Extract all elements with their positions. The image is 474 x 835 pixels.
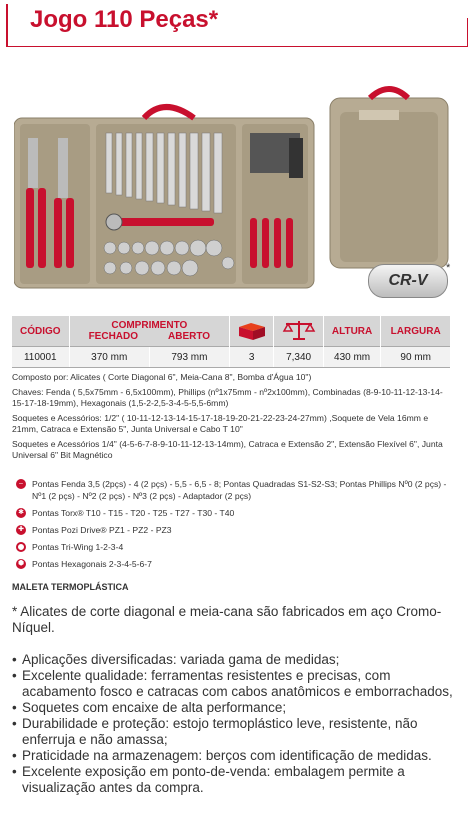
cell-fechado: 370 mm xyxy=(69,347,149,368)
header-comprimento-label: COMPRIMENTO xyxy=(111,320,188,331)
spec-table xyxy=(12,316,450,368)
cell-largura: 90 mm xyxy=(381,347,450,368)
list-item: • Durabilidade e proteção: estojo termoplástico leve, resistente, não enferruja e não amassa; xyxy=(12,716,462,748)
header-largura: LARGURA xyxy=(381,316,450,347)
slot-icon: – xyxy=(16,479,26,489)
title-frame-corner xyxy=(451,18,468,46)
list-item xyxy=(16,478,456,502)
cell-volume: 3 xyxy=(230,347,274,368)
crv-badge: CR-V xyxy=(368,264,448,298)
composition-list xyxy=(12,372,452,465)
tip-text: Pontas Fenda 3,5 (2pçs) - 4 (2 pçs) - 5,5 - 6,5 - 8; Pontas Quadradas S1-S2-S3; Pontas Phillips Nº0 (2 pçs) - Nº1 (2 pçs) - Nº2 (2 pçs) - Nº3 (2 pçs) - Adaptador (2 pçs) xyxy=(32,479,447,501)
header-aberto: ABERTO xyxy=(168,331,211,342)
header-weight-icon xyxy=(274,316,323,347)
cell-aberto: 793 mm xyxy=(149,347,229,368)
header-volume-icon xyxy=(230,316,274,347)
composition-item: Chaves: Fenda ( 5,5x75mm - 6,5x100mm), Phillips (nº1x75mm - nº2x100mm), Combinadas (8-9-10-11-12-13-14-15-17-18-19mm), Hexagonais (1,5-2-2,5-3-4-5-5,5-6mm) xyxy=(12,386,443,408)
list-item xyxy=(16,541,456,553)
maleta-label: MALETA TERMOPLÁSTICA xyxy=(12,582,129,592)
tip-text: Pontas Tri-Wing 1-2-3-4 xyxy=(32,542,124,552)
feature-list xyxy=(12,652,462,796)
pozi-icon: ✚ xyxy=(16,525,26,535)
header-codigo: CÓDIGO xyxy=(12,316,69,347)
list-item: • Aplicações diversificadas: variada gama de medidas; xyxy=(12,652,462,668)
tip-text: Pontas Pozi Drive® PZ1 - PZ2 - PZ3 xyxy=(32,525,172,535)
list-item: • Excelente qualidade: ferramentas resistentes e precisas, com acabamento fosco e catracas com cabos anatômicos e emborrachados, xyxy=(12,668,462,700)
header-fechado: FECHADO xyxy=(88,331,139,342)
triwing-icon xyxy=(16,542,26,552)
composition-item: Soquetes e Acessórios 1/4" (4-5-6-7-8-9-10-11-12-13-14mm), Catraca e Extensão 2", Extensão Flexível 6", Junta Universal 6" Bit Magnético xyxy=(12,438,443,460)
header-comprimento xyxy=(69,316,229,347)
spec-header-row xyxy=(12,316,450,347)
hex-icon: ⬢ xyxy=(17,560,25,567)
footnote: * Alicates de corte diagonal e meia-cana são fabricados em aço Cromo-Níquel. xyxy=(12,604,442,635)
list-item xyxy=(16,558,456,570)
composition-item: Composto por: Alicates ( Corte Diagonal 6", Meia-Cana 8", Bomba d'Água 10") xyxy=(12,372,312,382)
torx-icon: ✱ xyxy=(16,508,26,518)
list-item xyxy=(16,524,456,536)
list-item xyxy=(16,507,456,519)
list-item: • Excelente exposição em ponto-de-venda: embalagem permite a visualização antes da compra. xyxy=(12,764,462,796)
page-title: Jogo 110 Peças* xyxy=(30,6,219,33)
title-frame xyxy=(6,4,468,47)
header-altura: ALTURA xyxy=(323,316,381,347)
composition-item: Soquetes e Acessórios: 1/2" ( 10-11-12-13-14-15-17-18-19-20-21-22-23-24-27mm) ,Soquete de Vela 16mm e 21mm, Catraca e Extensão 5", Junta Universal e Cabo T 10" xyxy=(12,412,429,434)
list-item: • Soquetes com encaixe de alta performance; xyxy=(12,700,462,716)
cell-peso: 7,340 xyxy=(274,347,323,368)
table-row xyxy=(12,347,450,368)
tip-text: Pontas Torx® T10 - T15 - T20 - T25 - T27 - T30 - T40 xyxy=(32,508,235,518)
list-item: • Praticidade na armazenagem: berços com identificação de medidas. xyxy=(12,748,462,764)
tip-text: Pontas Hexagonais 2-3-4-5-6-7 xyxy=(32,559,152,569)
cell-codigo: 110001 xyxy=(12,347,69,368)
cell-altura: 430 mm xyxy=(323,347,381,368)
bit-tips-list xyxy=(16,478,456,575)
crv-footnote-mark: * xyxy=(446,262,451,274)
